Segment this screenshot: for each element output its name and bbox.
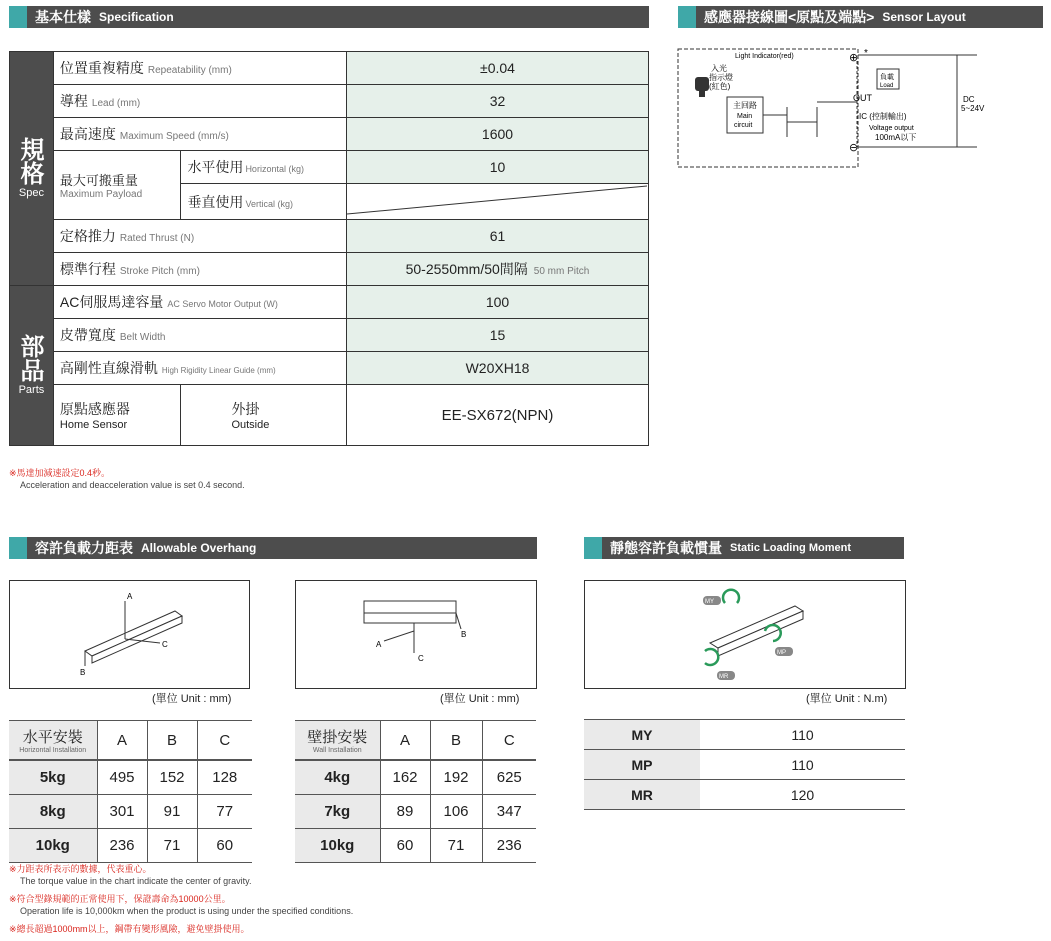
value-b: 152: [147, 760, 197, 795]
axis-a: A: [376, 640, 382, 649]
load-en: Load: [880, 83, 894, 89]
payload-v-en: Vertical (kg): [245, 198, 293, 209]
speed-value: 1600: [346, 118, 648, 151]
value-a: 162: [380, 760, 430, 795]
guide-cn: 高剛性直線滑軌: [59, 360, 158, 376]
belt-label: [53, 319, 346, 352]
sensor-en: Home Sensor: [59, 419, 128, 431]
tag-my: MY: [705, 599, 714, 605]
moment-header-en: Static Loading Moment: [730, 542, 851, 554]
spec-group-cn: 規格: [20, 136, 45, 188]
parts-group-cell: [10, 286, 54, 446]
spec-header-en: Specification: [99, 10, 174, 24]
payload-h-cn: 水平使用: [187, 159, 244, 175]
lead-en: Lead (mm): [91, 98, 141, 109]
note-3-cn: ※總長超過1000mm以上，鋼帶有變形風險，避免壁掛使用。: [9, 924, 250, 934]
motor-value: 100: [346, 286, 648, 319]
table-row: [10, 85, 649, 118]
horizontal-table: [9, 720, 252, 863]
horizontal-actuator-figure: [10, 581, 249, 688]
horizontal-diagram: [9, 580, 250, 689]
table-row: [584, 750, 905, 780]
load-cell: 10kg: [295, 829, 380, 863]
value-b: 106: [430, 795, 482, 829]
wall-table: [295, 720, 536, 863]
table-row: [10, 352, 649, 385]
vout-text: Voltage output: [869, 125, 914, 132]
stroke-value-main: 50-2550mm/50間隔: [405, 261, 528, 277]
header-accent: [9, 537, 27, 559]
table-row: [584, 780, 905, 810]
load-cell: 5kg: [9, 760, 97, 795]
repeat-cn: 位置重複精度: [59, 60, 144, 76]
moment-figure: [585, 581, 905, 688]
repeat-value: ±0.04: [346, 52, 648, 85]
load-cell: 4kg: [295, 760, 380, 795]
horizontal-title: [9, 721, 97, 761]
moment-value: 120: [700, 780, 905, 810]
wall-actuator-figure: [296, 581, 536, 688]
spec-group-en: Spec: [18, 186, 44, 199]
table-row: [10, 220, 649, 253]
load-cn: 負載: [880, 74, 894, 81]
horizontal-title-cn: 水平安裝: [22, 729, 83, 746]
value-a: 89: [380, 795, 430, 829]
table-row: [295, 795, 536, 829]
table-header-row: [9, 721, 252, 761]
main-en-1: Main: [737, 113, 753, 120]
sensor-diagram: [677, 47, 987, 171]
wall-title-cn: 壁掛安裝: [307, 729, 368, 746]
moment-value: 110: [700, 720, 905, 750]
repeat-en: Repeatability (mm): [147, 65, 232, 76]
table-row: [10, 286, 649, 319]
value-c: 60: [197, 829, 252, 863]
spec-group-cell: [10, 52, 54, 286]
main-en-2: circuit: [734, 122, 753, 129]
note-1-cn: ※力距表所表示的數據，代表重心。: [9, 864, 152, 874]
moment-key: MP: [584, 750, 700, 780]
spec-header: [9, 6, 649, 28]
spec-note-en: Acceleration and deacceleration value is set 0.4 second.: [20, 480, 245, 490]
table-row: [10, 52, 649, 85]
thrust-en: Rated Thrust (N): [119, 233, 195, 244]
thrust-value: 61: [346, 220, 648, 253]
moment-header-cn: 靜態容許負載慣量: [610, 540, 722, 556]
motor-cn: AC伺服馬達容量: [59, 294, 164, 310]
moment-key: MR: [584, 780, 700, 810]
load-cell: 8kg: [9, 795, 97, 829]
spec-table: [9, 51, 649, 446]
payload-h-label: [181, 151, 347, 184]
tag-mr: MR: [719, 674, 729, 680]
col-a: A: [97, 721, 147, 761]
value-a: 236: [97, 829, 147, 863]
sensor-mount: [181, 385, 347, 446]
col-c: C: [197, 721, 252, 761]
stroke-cn: 標準行程: [59, 261, 116, 277]
table-row: [10, 319, 649, 352]
value-b: 91: [147, 795, 197, 829]
value-a: 60: [380, 829, 430, 863]
ind-text-2: 指示燈: [709, 73, 733, 82]
table-row: [10, 253, 649, 286]
parts-group-cn: 部品: [20, 333, 45, 385]
col-b: B: [147, 721, 197, 761]
overhang-header-en: Allowable Overhang: [141, 541, 257, 555]
payload-label: [53, 151, 181, 220]
axis-c: C: [418, 654, 424, 663]
belt-value: 15: [346, 319, 648, 352]
mount-cn: 外掛: [231, 401, 260, 417]
belt-cn: 皮帶寬度: [59, 327, 116, 343]
value-c: 347: [482, 795, 536, 829]
payload-h-value: 10: [346, 151, 648, 184]
speed-cn: 最高速度: [59, 126, 116, 142]
out-text: OUT: [853, 93, 872, 103]
overhang-header: [9, 537, 537, 559]
table-row: [9, 760, 252, 795]
table-row: [9, 795, 252, 829]
parts-group-en: Parts: [18, 383, 45, 396]
axis-b: B: [461, 630, 467, 639]
spec-note-cn: ※馬達加減速設定0.4秒。: [9, 468, 111, 478]
wall-diagram: [295, 580, 537, 689]
thrust-label: [53, 220, 346, 253]
horizontal-title-en: Horizontal Installation: [19, 747, 87, 754]
plus-text: ⊕: [849, 51, 859, 64]
note-2-en: Operation life is 10,000km when the product is using under the specified conditions.: [20, 906, 354, 916]
stroke-label: [53, 253, 346, 286]
overhang-header-cn: 容許負載力距表: [35, 540, 133, 556]
thrust-cn: 定格推力: [59, 228, 116, 244]
note-2-cn: ※符合型錄規範的正常使用下，保證壽命為10000公里。: [9, 894, 231, 904]
lead-label: [53, 85, 346, 118]
col-c: C: [482, 721, 536, 761]
dc-text: DC: [963, 95, 975, 104]
moment-value: 110: [700, 750, 905, 780]
ic-text: IC (控制輸出): [859, 112, 907, 121]
mount-en: Outside: [231, 419, 270, 431]
wall-title: [295, 721, 380, 761]
sensor-cn: 原點感應器: [59, 401, 130, 417]
note-1-en: The torque value in the chart indicate the center of gravity.: [20, 876, 252, 886]
motor-label: [53, 286, 346, 319]
header-accent: [678, 6, 696, 28]
ma-text: 100mA以下: [875, 133, 917, 142]
payload-en: Maximum Payload: [59, 189, 143, 200]
speed-en: Maximum Speed (mm/s): [119, 131, 229, 142]
value-c: 236: [482, 829, 536, 863]
sensor-label: [53, 385, 181, 446]
table-row: [10, 118, 649, 151]
unit-label-3: (單位 Unit : N.m): [806, 693, 888, 705]
wall-title-en: Wall Installation: [312, 747, 362, 754]
repeat-label: [53, 52, 346, 85]
sensor-header-en: Sensor Layout: [882, 10, 966, 24]
load-cell: 7kg: [295, 795, 380, 829]
minus-text: ⊖: [849, 141, 859, 154]
sensor-header-cn: 感應器接線圖<原點及端點>: [704, 9, 875, 25]
payload-v-cn: 垂直使用: [187, 193, 244, 210]
guide-label: [53, 352, 346, 385]
axis-b: B: [80, 668, 86, 677]
header-accent: [584, 537, 602, 559]
moment-diagram: [584, 580, 906, 689]
value-c: 77: [197, 795, 252, 829]
table-row: [584, 720, 905, 750]
value-c: 128: [197, 760, 252, 795]
table-row: [10, 385, 649, 446]
speed-label: [53, 118, 346, 151]
light-text: Light Indicator(red): [735, 53, 794, 60]
moment-header: [584, 537, 904, 559]
header-accent: [9, 6, 27, 28]
stroke-value: [346, 253, 648, 286]
unit-label-1: (單位 Unit : mm): [152, 693, 232, 705]
unit-label-2: (單位 Unit : mm): [440, 693, 520, 705]
payload-v-value: [346, 184, 648, 220]
belt-en: Belt Width: [119, 332, 166, 343]
guide-value: W20XH18: [346, 352, 648, 385]
moment-table: [584, 719, 905, 810]
table-row: [295, 760, 536, 795]
tag-mp: MP: [777, 650, 786, 656]
spec-header-cn: 基本仕樣: [35, 9, 91, 25]
load-cell: 10kg: [9, 829, 97, 863]
lead-value: 32: [346, 85, 648, 118]
stroke-value-en: 50 mm Pitch: [533, 266, 590, 277]
sensor-value: EE-SX672(NPN): [346, 385, 648, 446]
table-row: [9, 829, 252, 863]
guide-en: High Rigidity Linear Guide (mm): [161, 366, 276, 375]
table-row: [10, 151, 649, 184]
value-b: 71: [147, 829, 197, 863]
axis-c: C: [162, 640, 168, 649]
value-b: 71: [430, 829, 482, 863]
v-text: 5~24V: [961, 104, 985, 113]
main-cn: 主回路: [733, 101, 757, 110]
payload-cn: 最大可搬重量: [59, 173, 138, 188]
value-a: 301: [97, 795, 147, 829]
moment-key: MY: [584, 720, 700, 750]
stroke-en: Stroke Pitch (mm): [119, 266, 200, 277]
value-a: 495: [97, 760, 147, 795]
motor-en: AC Servo Motor Output (W): [167, 299, 278, 309]
lead-cn: 導程: [59, 93, 88, 109]
diagonal-line: [347, 184, 647, 216]
payload-h-en: Horizontal (kg): [245, 164, 304, 174]
payload-v-label: [181, 184, 347, 220]
table-row: [295, 829, 536, 863]
sensor-header: [678, 6, 1043, 28]
axis-a: A: [127, 592, 133, 601]
value-c: 625: [482, 760, 536, 795]
table-header-row: [295, 721, 536, 761]
value-b: 192: [430, 760, 482, 795]
ind-text-1: 入光: [711, 64, 727, 73]
col-a: A: [380, 721, 430, 761]
col-b: B: [430, 721, 482, 761]
ind-text-3: (紅色): [709, 82, 731, 91]
star-text: *: [864, 48, 868, 59]
